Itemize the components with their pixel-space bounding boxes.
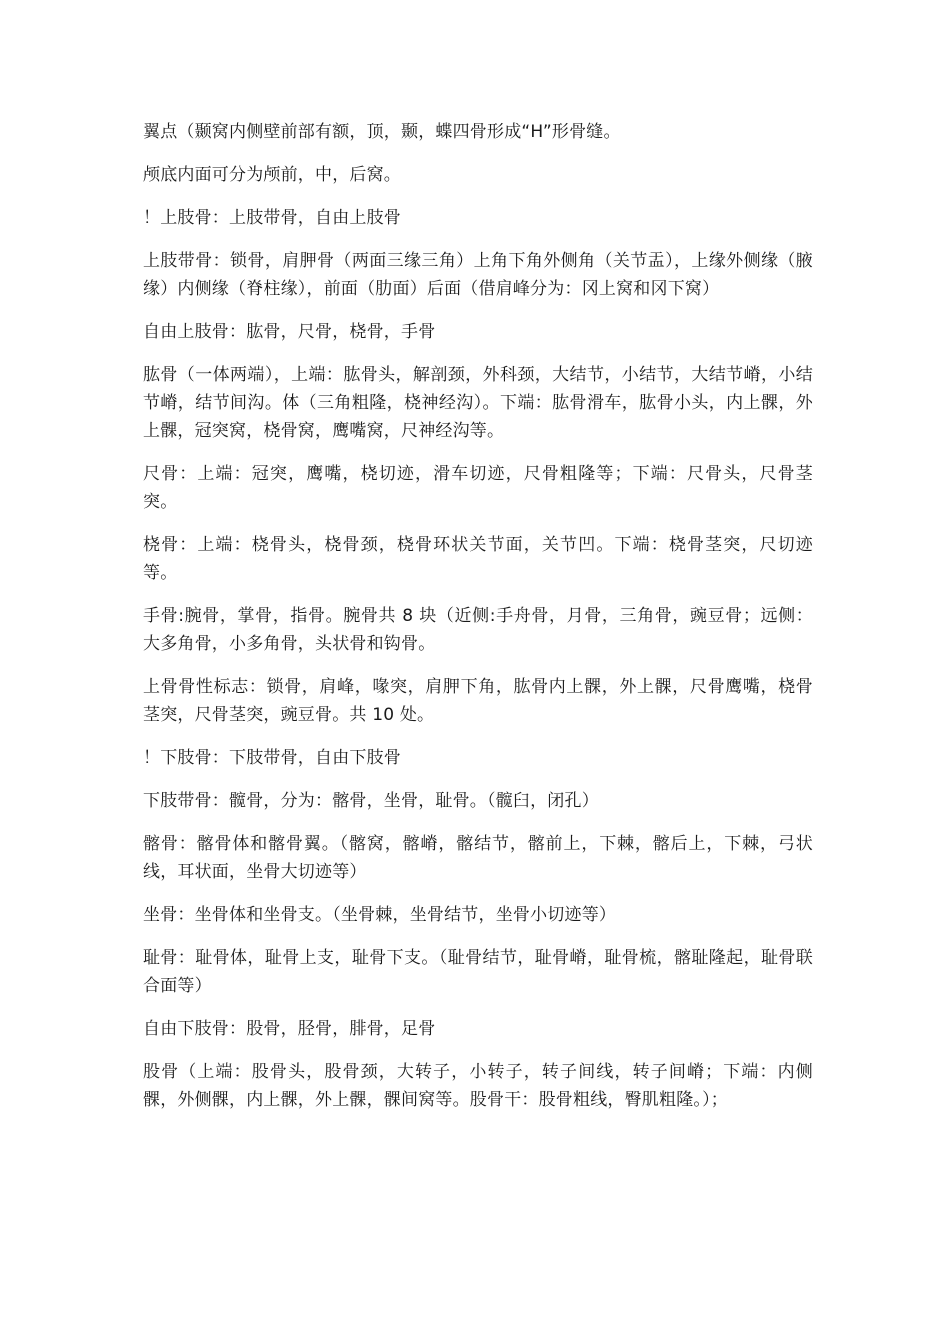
- paragraph-upper-landmarks: 上骨骨性标志：锁骨，肩峰，喙突，肩胛下角，肱骨内上髁，外上髁，尺骨鹰嘴，桡骨茎突，尺骨茎突，豌豆骨。共 10 处。: [143, 677, 813, 725]
- paragraph-hand-bones: 手骨:腕骨，掌骨，指骨。腕骨共 8 块（近侧:手舟骨，月骨，三角骨，豌豆骨；远侧：大多角骨，小多角骨，头状骨和钩骨。: [143, 606, 813, 654]
- paragraph-free-lower-limb: 自由下肢骨：股骨，胫骨，腓骨，足骨: [143, 1019, 436, 1039]
- paragraph-ulna: 尺骨：上端：冠突，鹰嘴，桡切迹，滑车切迹，尺骨粗隆等；下端：尺骨头，尺骨茎突。: [143, 464, 813, 512]
- paragraph-femur: 股骨（上端：股骨头，股骨颈，大转子，小转子，转子间线，转子间嵴；下端：内侧髁，外侧髁，内上髁，外上髁，髁间窝等。股骨干：股骨粗线，臀肌粗隆。）；: [143, 1062, 813, 1110]
- paragraph-shoulder-girdle: 上肢带骨：锁骨，肩胛骨（两面三缘三角）上角下角外侧角（关节盂），上缘外侧缘（腋缘）内侧缘（脊柱缘），前面（肋面）后面（借肩峰分为：冈上窝和冈下窝）: [143, 251, 813, 299]
- paragraph-pterion: 翼点（颞窝内侧壁前部有额，顶，颞，蝶四骨形成“H”形骨缝。: [143, 122, 621, 142]
- heading-lower-limb-bones: ！下肢骨：下肢带骨，自由下肢骨: [143, 748, 401, 768]
- paragraph-free-upper-limb: 自由上肢骨：肱骨，尺骨，桡骨，手骨: [143, 322, 436, 342]
- paragraph-ischium: 坐骨：坐骨体和坐骨支。（坐骨棘，坐骨结节，坐骨小切迹等）: [143, 905, 617, 925]
- heading-upper-limb-bones: ！上肢骨：上肢带骨，自由上肢骨: [143, 208, 401, 228]
- paragraph-ilium: 髂骨：髂骨体和髂骨翼。（髂窝，髂嵴，髂结节，髂前上，下棘，髂后上，下棘，弓状线，耳状面，坐骨大切迹等）: [143, 834, 813, 882]
- paragraph-pelvic-girdle: 下肢带骨：髋骨，分为：髂骨，坐骨，耻骨。（髋臼，闭孔）: [143, 791, 599, 811]
- paragraph-pubis: 耻骨：耻骨体，耻骨上支，耻骨下支。（耻骨结节，耻骨嵴，耻骨梳，髂耻隆起，耻骨联合面等）: [143, 948, 813, 996]
- paragraph-humerus: 肱骨（一体两端），上端：肱骨头，解剖颈，外科颈，大结节，小结节，大结节嵴，小结节嵴，结节间沟。体（三角粗隆，桡神经沟）。下端：肱骨滑车，肱骨小头，内上髁，外上髁，冠突窝，桡骨窝，鹰嘴窝，尺神经沟等。: [143, 365, 813, 441]
- document-body: [143, 118, 813, 1129]
- paragraph-cranial-fossae: 颅底内面可分为颅前，中，后窝。: [143, 165, 401, 185]
- paragraph-radius: 桡骨：上端：桡骨头，桡骨颈，桡骨环状关节面，关节凹。下端：桡骨茎突，尺切迹等。: [143, 535, 813, 583]
